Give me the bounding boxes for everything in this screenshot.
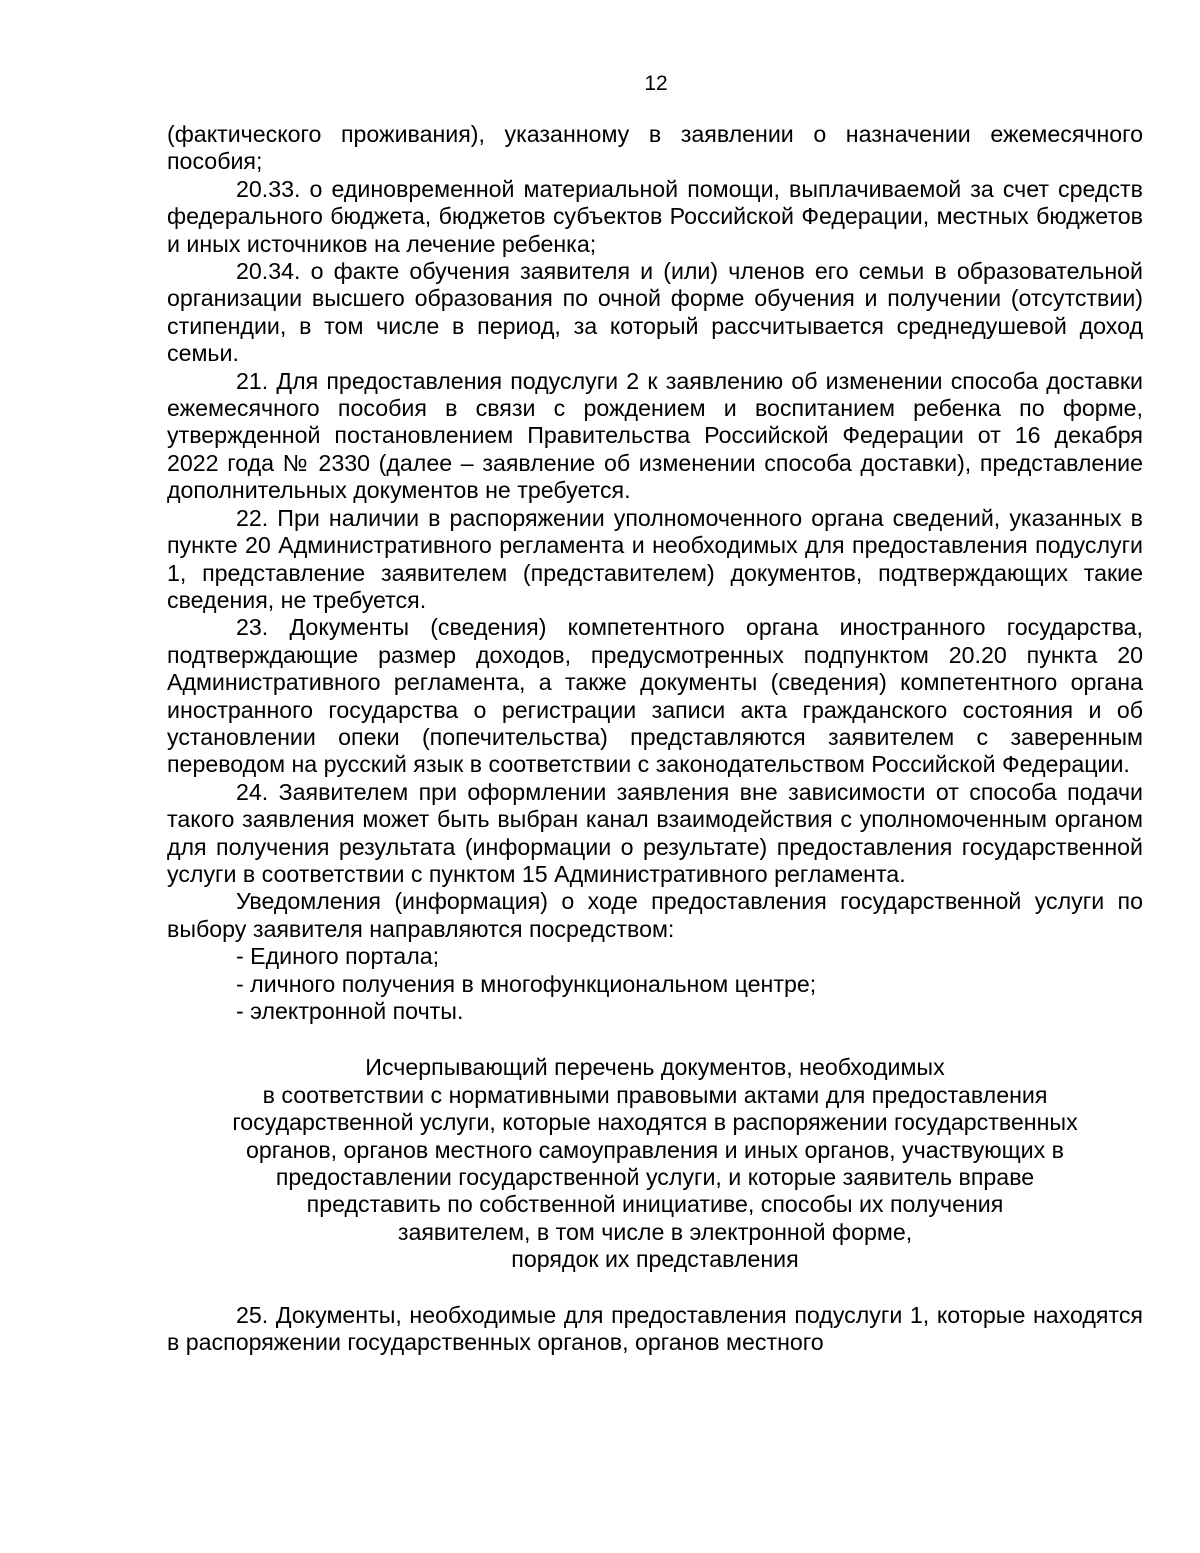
paragraph-continuation: (фактического проживания), указанному в заявлении о назначении ежемесячного пособия; xyxy=(167,121,1143,175)
heading-line: органов, органов местного самоуправления и иных органов, участвующих в xyxy=(245,1136,1064,1163)
heading-line: порядок их представления xyxy=(511,1246,799,1273)
list-item-email: - электронной почты. xyxy=(236,998,464,1024)
paragraph-24: 24. Заявителем при оформлении заявления вне зависимости от способа подачи такого заявления может быть выбран канал взаимодействия с уполномоченным органом для получения результата (информации о результате) предоставления государственной услуги в соответствии с пунктом 15 Административного регламента. xyxy=(167,778,1143,887)
heading-line: государственной услуги, которые находятся в распоряжении государственных xyxy=(232,1109,1078,1136)
page-number: 12 xyxy=(644,72,668,95)
heading-line: предоставлении государственной услуги, и которые заявитель вправе xyxy=(275,1164,1035,1191)
paragraph-22: 22. При наличии в распоряжении уполномоченного органа сведений, указанных в пункте 20 Административного регламента и необходимых для предоставления подуслуги 1, представление заявителем (представителем) документов, подтверждающих такие сведения, не требуется. xyxy=(167,504,1143,613)
list-item-portal: - Единого портала; xyxy=(236,943,440,970)
paragraph-23: 23. Документы (сведения) компетентного органа иностранного государства, подтверждающие размер доходов, предусмотренных подпунктом 20.20 пункта 20 Административного регламента, а также документы (сведения) компетентного органа иностранного государства о регистрации записи акта гражданского состояния и об установлении опеки (попечительства) представляются заявителем с заверенным переводом на русский язык в соответствии с законодательством Российской Федерации. xyxy=(167,614,1143,778)
heading-line: в соответствии с нормативными правовыми актами для предоставления xyxy=(262,1081,1048,1108)
heading-line: представить по собственной инициативе, способы их получения xyxy=(306,1191,1004,1218)
paragraph-25: 25. Документы, необходимые для предоставления подуслуги 1, которые находятся в распоряжении государственных органов, органов местного xyxy=(167,1301,1143,1356)
list-item-mfc: - личного получения в многофункциональном центре; xyxy=(236,970,817,997)
paragraph-20-33: 20.33. о единовременной материальной помощи, выплачиваемой за счет средств федерального бюджета, бюджетов субъектов Российской Федерации, местных бюджетов и иных источников на лечение ребенка; xyxy=(167,175,1143,257)
heading-line: Исчерпывающий перечень документов, необходимых xyxy=(365,1054,945,1081)
heading-line: заявителем, в том числе в электронной форме, xyxy=(397,1218,913,1245)
paragraph-notifications: Уведомления (информация) о ходе предоставления государственной услуги по выбору заявителя направляются посредством: xyxy=(167,888,1143,942)
document-body xyxy=(167,121,1143,1356)
paragraph-20-34: 20.34. о факте обучения заявителя и (или) членов его семьи в образовательной организации высшего образования по очной форме обучения и получении (отсутствии) стипендии, в том числе в период, за который рассчитывается среднедушевой доход семьи. xyxy=(167,258,1143,367)
paragraph-21: 21. Для предоставления подуслуги 2 к заявлению об изменении способа доставки ежемесячного пособия в связи с рождением и воспитанием ребенка по форме, утвержденной постановлением Правительства Российской Федерации от 16 декабря 2022 года № 2330 (далее – заявление об изменении способа доставки), представление дополнительных документов не требуется. xyxy=(167,367,1143,504)
section-heading xyxy=(167,1054,1143,1273)
